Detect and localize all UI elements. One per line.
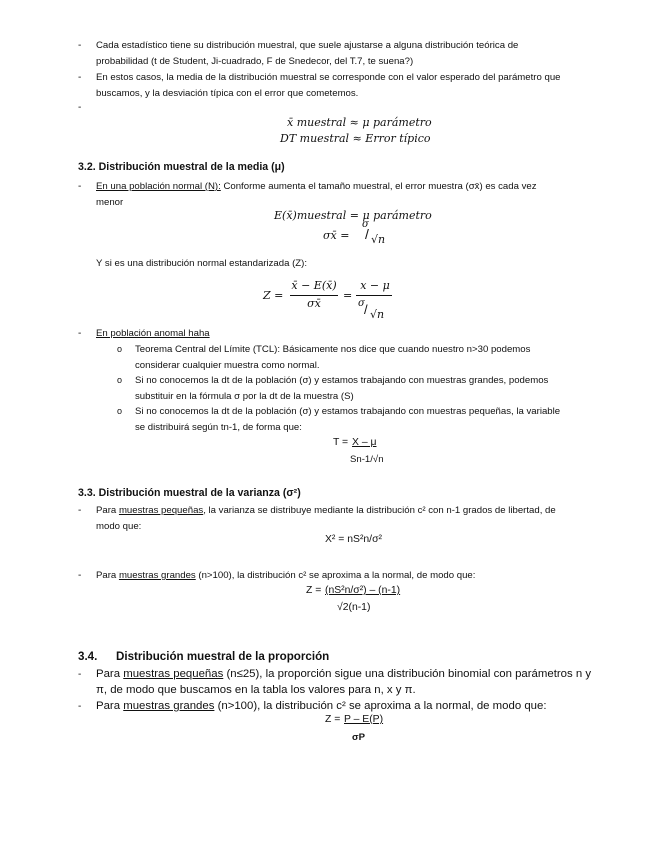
bullet-dash: - [78,72,82,83]
s32-sub-1-line-1: Teorema Central del Límite (TCL): Básicamente nos dice que cuando nuestro n>30 podemos [135,344,531,355]
large-samples-label: muestras grandes [123,700,215,712]
equation-mean-approx: x̄ muestral ≈ μ parámetro [287,116,432,129]
s34-bullet-2: Para muestras grandes (n>100), la distribución c² se aproxima a la normal, de modo que: [96,700,547,712]
s32-sub-3-line-1: Si no conocemos la dt de la población (σ) y estamos trabajando con muestras pequeñas, la variable [135,406,561,417]
large-samples-label: muestras grandes [118,570,196,581]
s34-bullet-1-line-2: π, de modo que buscamos en la tabla los valores para n, x y π. [96,684,416,696]
s32-standardized-text: Y si es una distribución normal estandarizada (Z): [96,258,307,269]
small-samples-label: muestras pequeñas [123,668,224,680]
section-3-4-heading: Distribución muestral de la proporción [116,650,330,663]
proportion-z-denominator: σP [352,732,365,743]
s32-bullet-1-line-1: En una población normal (N): Conforme aumenta el tamaño muestral, el error muestra (σx̄) es cada vez [96,181,537,192]
equation-sigma-num: σ [362,219,369,230]
fraction-slash: / [365,226,369,242]
intro-bullet-1-line-2: probabilidad (t de Student, Ji-cuadrado, F de Snedecor, del T.7, te suena?) [96,56,414,67]
bullet-dash: - [78,701,82,712]
intro-bullet-1-line-1: Cada estadístico tiene su distribución muestral, que suele ajustarse a alguna distribución teórica de [96,40,519,51]
proportion-z-numerator: P – E(P) [344,714,384,725]
t-formula-numerator: X – μ [352,437,377,448]
section-3-4-number: 3.4. [78,650,98,663]
intro-bullet-2-line-2: buscamos, y la desviación típica con el error que cometemos. [96,88,359,99]
fraction-bar [356,295,392,296]
section-3-2-heading: 3.2. Distribución muestral de la media (μ) [78,161,285,173]
bullet-dash: - [78,669,82,680]
z-formula-equals: = [343,289,353,302]
z-formula-den2-sigma: σ [358,298,365,309]
equation-dt-approx: DT muestral ≈ Error típico [280,132,431,145]
z-formula-numerator-2: x − μ [360,279,390,292]
fraction-slash: / [364,302,368,317]
chi-square-formula: X² = nS²n/σ² [325,534,382,545]
t-formula-denominator: Sn-1/√n [350,454,384,465]
variance-z-numerator: (nS²n/σ²) – (n-1) [325,585,401,596]
s33-bullet-1-line-1: Para muestras pequeñas, la varianza se distribuye mediante la distribución c² con n-1 grados de libertad, de [96,505,556,516]
equation-sigma-den: √n [371,233,386,246]
intro-bullet-2-line-1: En estos casos, la media de la distribución muestral se corresponde con el valor esperado del parámetro que [96,72,561,83]
sub-bullet-circle: o [117,375,123,385]
s32-sub-2-line-2: substituir en la fórmula σ por la dt de la muestra (S) [135,391,354,402]
s32-normal-population-label: En una población normal (N): [96,181,221,192]
section-3-3-heading: 3.3. Distribución muestral de la varianza (σ²) [78,487,301,499]
sub-bullet-circle: o [117,406,123,416]
bullet-dash: - [78,102,82,113]
bullet-dash: - [78,40,82,51]
z-formula-lhs: Z = [263,289,284,302]
proportion-z-lhs: Z = [325,714,341,725]
s33-bullet-1-line-2: modo que: [96,521,142,532]
z-formula-den2-n: √n [370,308,385,321]
sub-bullet-circle: o [117,344,123,354]
z-formula-numerator: x̄ − E(x̄) [291,279,337,292]
equation-sigma-lhs: σx̄ = [323,229,350,242]
s32-bullet-1-line-2: menor [96,197,124,208]
z-formula-denominator: σx̄ [307,297,321,310]
variance-z-denominator: √2(n-1) [337,602,371,613]
s32-bullet-2-anomal: En población anomal haha [96,328,210,339]
bullet-dash: - [78,505,82,516]
bullet-dash: - [78,570,82,581]
small-samples-label: muestras pequeñas [118,505,204,516]
bullet-dash: - [78,328,82,339]
s32-sub-2-line-1: Si no conocemos la dt de la población (σ) y estamos trabajando con muestras grandes, podemos [135,375,549,386]
s34-bullet-1-line-1: Para muestras pequeñas (n≤25), la proporción sigue una distribución binomial con parámetros n y [96,668,592,680]
bullet-dash: - [78,181,82,192]
t-formula-lhs: T = [333,437,349,448]
s32-sub-3-line-2: se distribuirá según tn-1, de forma que: [135,422,302,433]
s32-sub-1-line-2: considerar cualquier muestra como normal. [135,360,320,371]
s33-bullet-2: Para muestras grandes (n>100), la distribución c² se aproxima a la normal, de modo que: [96,570,476,581]
variance-z-lhs: Z = [306,585,322,596]
equation-expected-mean: E(x̄)muestral = μ parámetro [274,209,432,222]
fraction-bar [290,295,338,296]
